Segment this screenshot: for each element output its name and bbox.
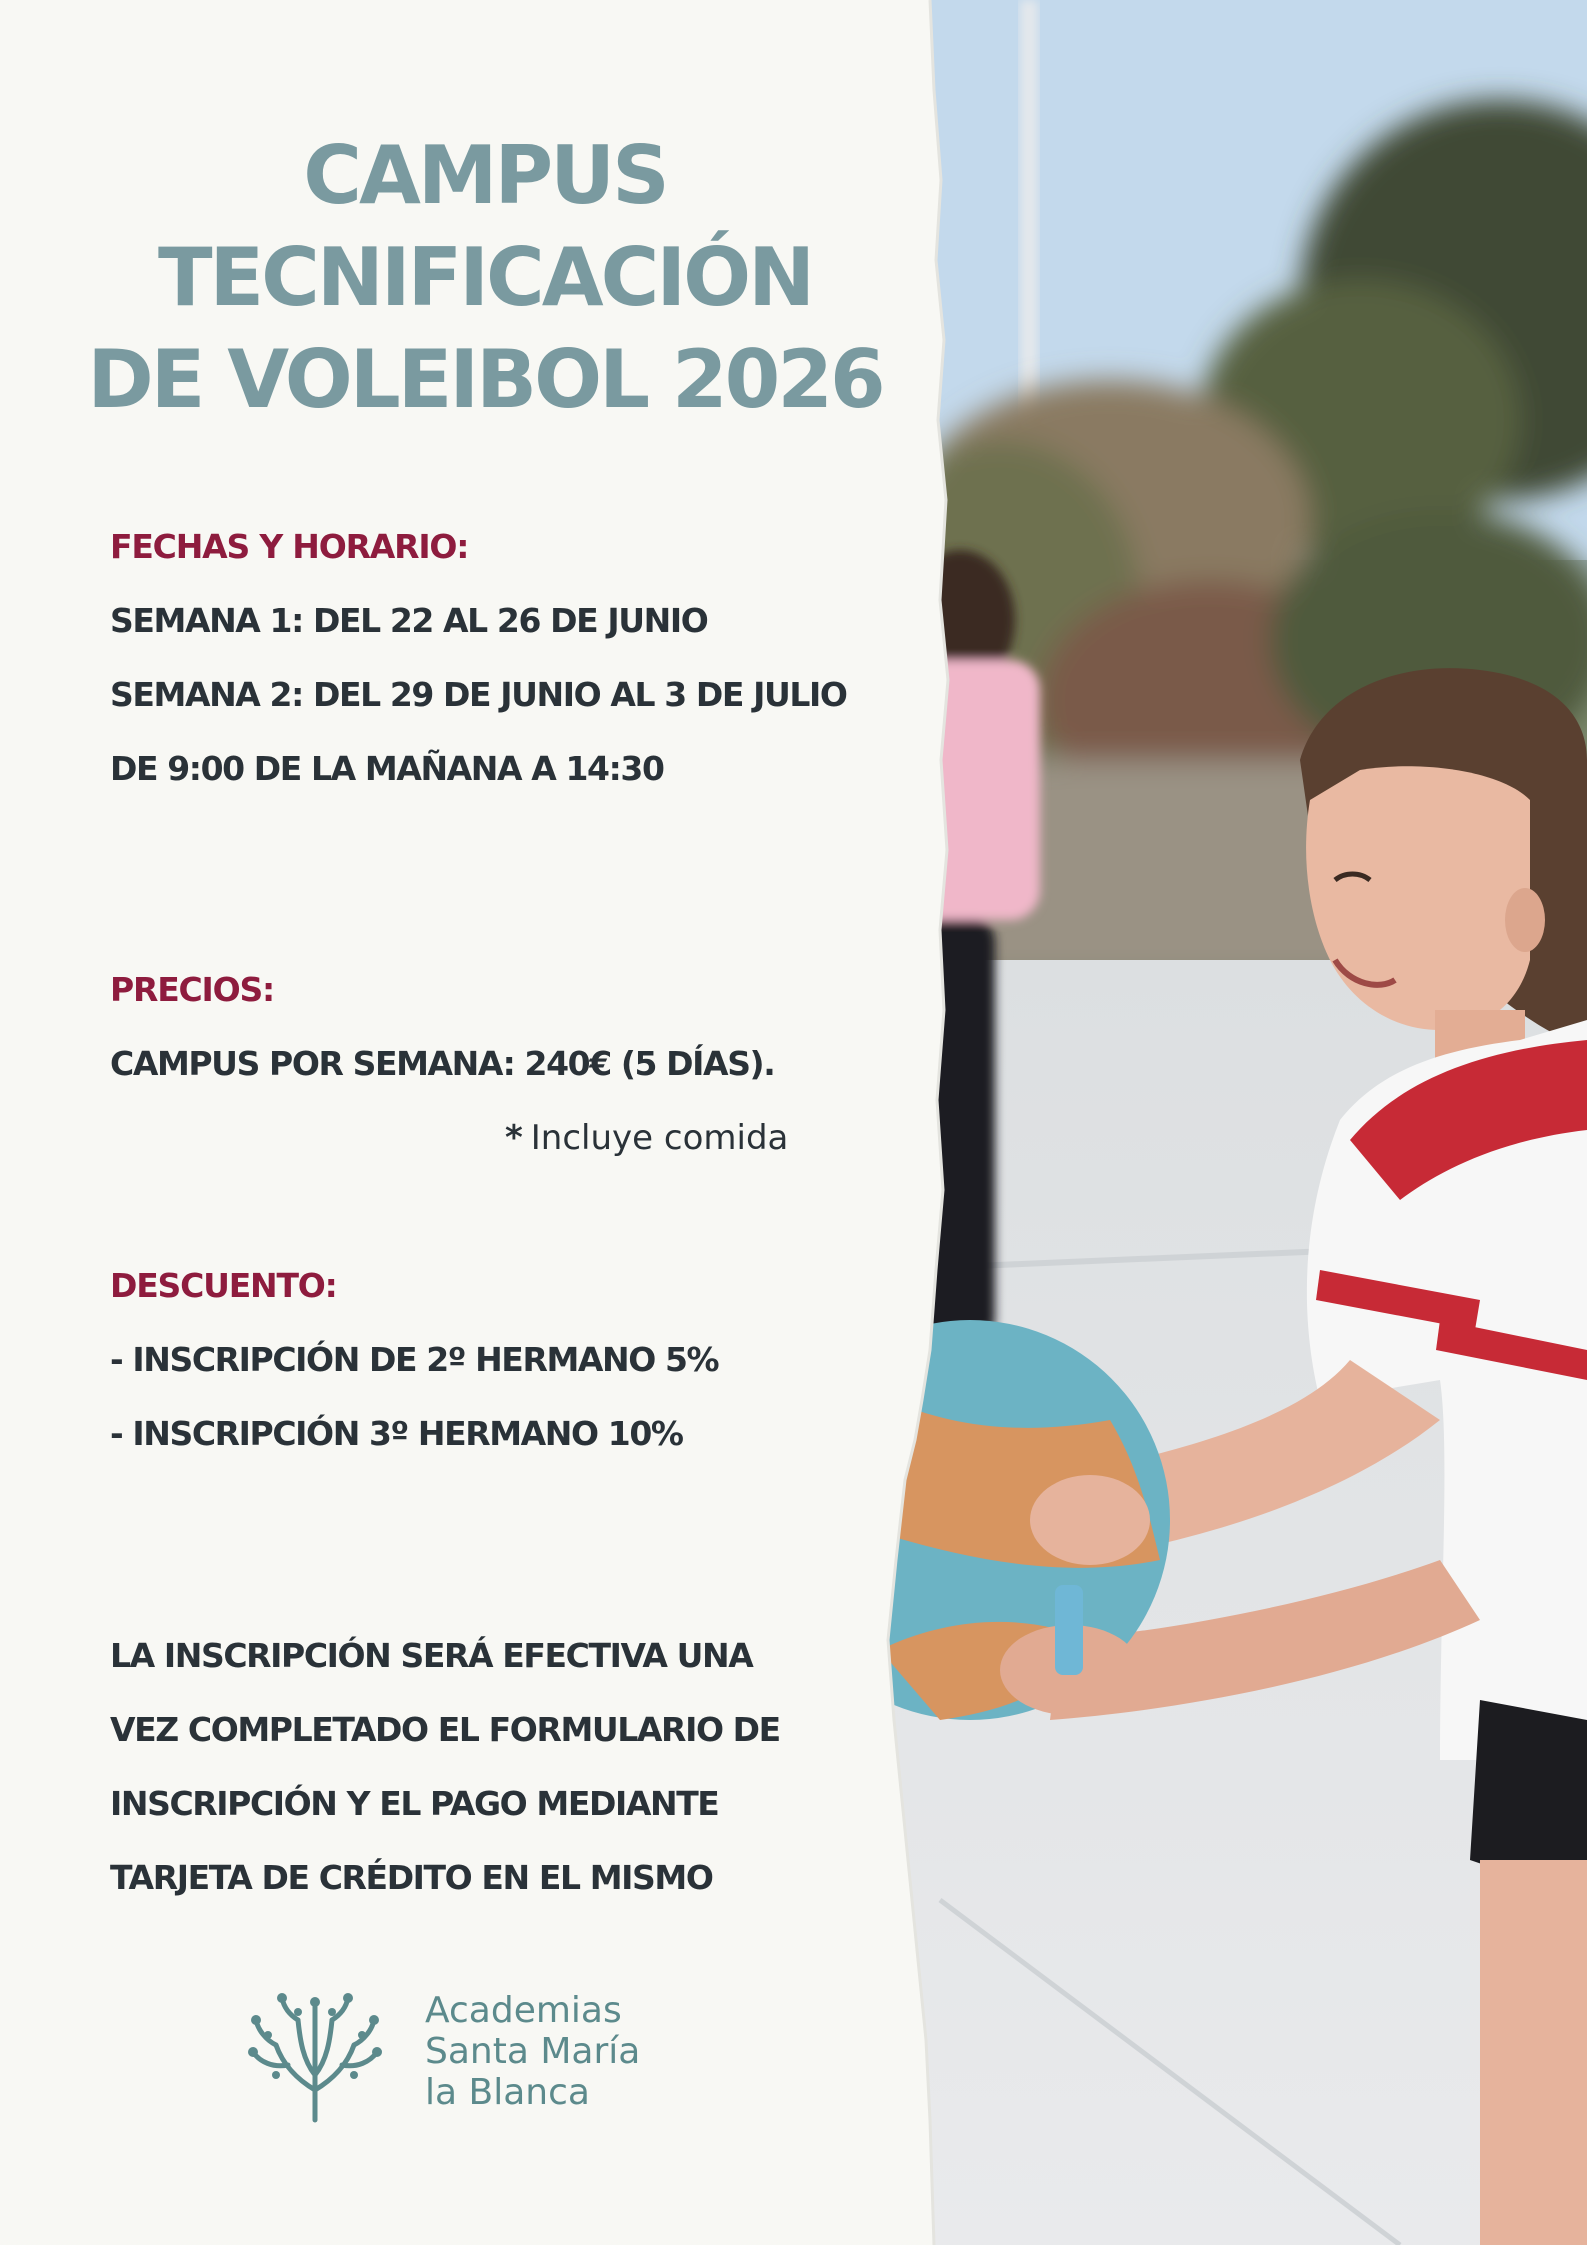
price-note — [505, 1118, 788, 1158]
discount-item-1: - INSCRIPCIÓN DE 2º HERMANO 5% — [110, 1340, 719, 1379]
logo-line-2: Santa María — [425, 2031, 641, 2072]
note-text: Incluye comida — [530, 1118, 789, 1158]
discount-heading: DESCUENTO: — [110, 1266, 337, 1305]
logo-line-3: la Blanca — [425, 2072, 590, 2113]
logo-text — [425, 1990, 640, 2113]
prices-heading: PRECIOS: — [110, 970, 275, 1009]
note-asterisk: * — [505, 1118, 523, 1158]
schedule-hours: DE 9:00 DE LA MAÑANA A 14:30 — [110, 749, 664, 788]
title-line-1: CAMPUS — [303, 129, 667, 222]
price-per-week: CAMPUS POR SEMANA: 240€ (5 DÍAS). — [110, 1044, 775, 1083]
registration-line-3: INSCRIPCIÓN Y EL PAGO MEDIANTE — [110, 1784, 719, 1823]
title-line-3: DE VOLEIBOL 2026 — [87, 333, 883, 426]
registration-line-2: VEZ COMPLETADO EL FORMULARIO DE — [110, 1710, 780, 1749]
registration-line-4: TARJETA DE CRÉDITO EN EL MISMO — [110, 1858, 713, 1897]
schedule-week-1: SEMANA 1: DEL 22 AL 26 DE JUNIO — [110, 601, 708, 640]
schedule-week-2: SEMANA 2: DEL 29 DE JUNIO AL 3 DE JULIO — [110, 675, 847, 714]
tree-icon — [248, 1990, 383, 2125]
campus-title — [60, 125, 910, 431]
title-line-2: TECNIFICACIÓN — [157, 231, 813, 324]
academy-logo — [248, 1990, 668, 2130]
logo-line-1: Academias — [425, 1990, 622, 2031]
discount-item-2: - INSCRIPCIÓN 3º HERMANO 10% — [110, 1414, 683, 1453]
registration-line-1: LA INSCRIPCIÓN SERÁ EFECTIVA UNA — [110, 1636, 753, 1675]
schedule-heading: FECHAS Y HORARIO: — [110, 527, 469, 566]
